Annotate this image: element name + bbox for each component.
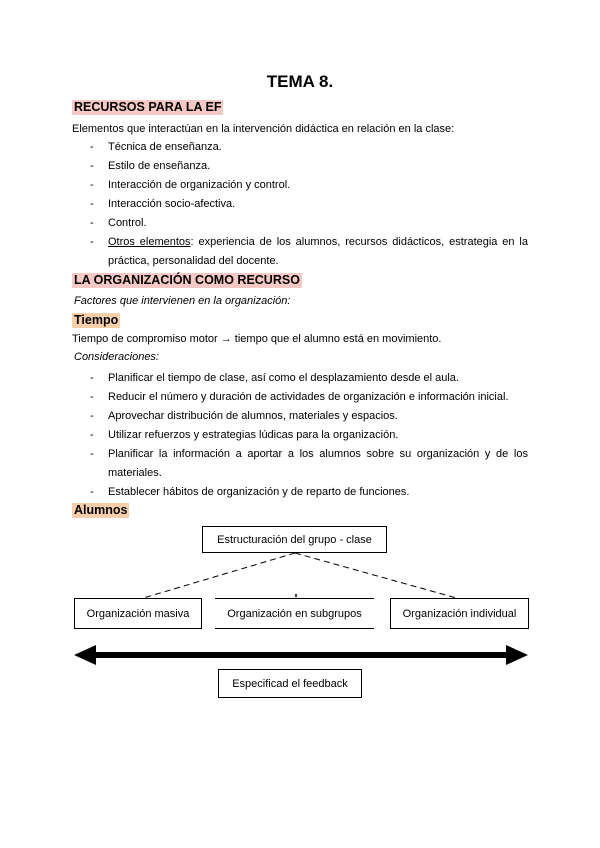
list-item: - Utilizar refuerzos y estrategias lúdicas para la organización.	[90, 429, 399, 441]
dashed-connector-right	[295, 553, 460, 599]
list-item: - Estilo de enseñanza.	[90, 160, 211, 172]
subheading-tiempo: Tiempo	[74, 313, 119, 327]
subheading-alumnos: Alumnos	[74, 503, 128, 517]
diagram-box-subgrupos: Organización en subgrupos	[215, 598, 374, 629]
arrow-head-left-icon	[74, 645, 96, 665]
arrow-head-right-icon	[506, 645, 528, 665]
list-item: - Interacción socio-afectiva.	[90, 198, 236, 210]
considerations-label: Consideraciones:	[74, 351, 159, 363]
list-item: - Planificar la información a aportar a los alumnos sobre su organización y de los materiales.	[90, 448, 528, 479]
section-heading-organizacion: LA ORGANIZACIÓN COMO RECURSO	[74, 273, 300, 287]
list-item: - Establecer hábitos de organización y de reparto de funciones.	[90, 486, 410, 498]
section-subtitle: Factores que intervienen en la organización:	[74, 295, 291, 307]
dashed-connector-left	[140, 553, 295, 599]
diagram-box-masiva: Organización masiva	[74, 598, 202, 629]
list-item: - Interacción de organización y control.	[90, 179, 291, 191]
list-item: - Aprovechar distribución de alumnos, materiales y espacios.	[90, 410, 398, 422]
list-item: - Técnica de enseñanza.	[90, 141, 222, 153]
diagram-box-individual: Organización individual	[390, 598, 529, 629]
section-heading-recursos: RECURSOS PARA LA EF	[74, 100, 222, 114]
diagram-box-feedback: Especificad el feedback	[218, 669, 362, 698]
list-item: - Planificar el tiempo de clase, así como el desplazamiento desde el aula.	[90, 372, 459, 384]
diagram-box-estructuracion: Estructuración del grupo - clase	[202, 526, 387, 553]
section-intro: Elementos que interactúan en la intervención didáctica en relación en la clase:	[72, 123, 455, 135]
list-item: - Otros elementos: experiencia de los alumnos, recursos didácticos, estrategia en la práctica, personalidad del docente.	[90, 236, 528, 267]
list-item: - Control.	[90, 217, 147, 229]
otros-elementos-label: Otros elementos	[108, 236, 191, 248]
tiempo-text: Tiempo de compromiso motor → tiempo que el alumno está en movimiento.	[72, 333, 442, 345]
list-item: - Reducir el número y duración de actividades de organización e información inicial.	[90, 391, 509, 403]
page-title: TEMA 8.	[266, 72, 334, 91]
